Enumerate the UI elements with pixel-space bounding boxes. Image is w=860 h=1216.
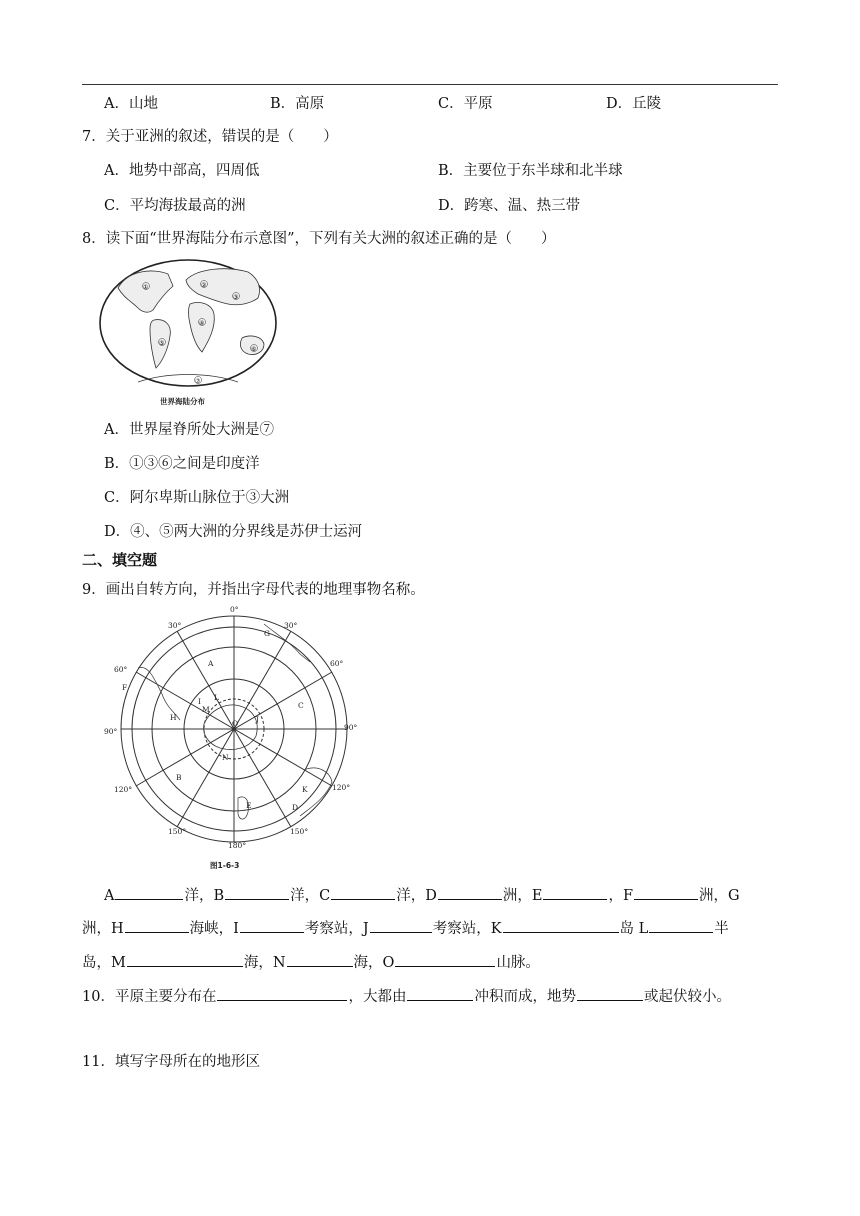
q9-line-1 — [104, 884, 740, 906]
section-2-title: 二、填空题 — [82, 551, 158, 569]
deg-150e: 150° — [290, 827, 309, 836]
q10-text: ，大都由 — [348, 989, 407, 1005]
q9-text: 岛 L — [619, 921, 649, 937]
antarctic-polar-map — [104, 602, 364, 870]
deg-30w: 30° — [168, 621, 182, 630]
blank-c[interactable] — [331, 884, 395, 900]
label-d: D — [292, 803, 299, 812]
map-label-2: ② — [201, 282, 207, 289]
q10-blank-1[interactable] — [217, 985, 347, 1001]
blank-d[interactable] — [438, 884, 502, 900]
q9-text: 海，O — [353, 955, 395, 971]
label-l: L — [214, 693, 219, 702]
q9-line-2 — [82, 917, 729, 939]
map-label-4: ④ — [199, 320, 205, 327]
q7-option-d[interactable]: D．跨寒、温、热三带 — [438, 198, 581, 214]
q9-text: 岛，M — [82, 955, 126, 971]
blank-n[interactable] — [287, 951, 353, 967]
blank-b[interactable] — [225, 884, 289, 900]
deg-90w: 90° — [104, 727, 118, 736]
blank-e[interactable] — [543, 884, 607, 900]
label-b: B — [176, 773, 182, 782]
deg-0: 0° — [230, 605, 239, 614]
header-rule — [82, 84, 778, 85]
q10-blank-3[interactable] — [577, 985, 643, 1001]
blank-h[interactable] — [125, 917, 189, 933]
q9-text: 洋，B — [184, 888, 225, 904]
label-i: I — [198, 697, 201, 706]
q9-text: 山脉。 — [496, 955, 540, 971]
label-h: H — [170, 713, 177, 722]
blank-a[interactable] — [115, 884, 183, 900]
q7-stem: 7．关于亚洲的叙述，错误的是（ ） — [82, 129, 338, 145]
map-label-1: ① — [143, 284, 149, 291]
polar-map-caption: 图1-6-3 — [210, 861, 240, 870]
label-k: K — [302, 785, 308, 794]
deg-90e: 90° — [344, 723, 358, 732]
label-n: N — [222, 753, 229, 762]
world-land-sea-map — [98, 258, 278, 408]
q9-line-3 — [82, 951, 540, 973]
q10-text: 冲积而成，地势 — [474, 989, 576, 1005]
blank-f[interactable] — [634, 884, 698, 900]
q9-text: 考察站，J — [304, 921, 369, 937]
label-e: E — [246, 801, 252, 810]
map-label-3: ③ — [233, 294, 239, 301]
q10-text: 10．平原主要分布在 — [82, 989, 217, 1005]
label-j: J — [256, 715, 260, 724]
deg-30e: 30° — [284, 621, 298, 630]
q9-text: A — [104, 888, 115, 904]
q9-text: 海，N — [243, 955, 286, 971]
q6-option-a[interactable]: A．山地 — [104, 96, 158, 112]
q7-option-c[interactable]: C．平均海拔最高的洲 — [104, 198, 246, 214]
deg-60w: 60° — [114, 665, 128, 674]
q9-text: 洋，C — [290, 888, 331, 904]
blank-j[interactable] — [370, 917, 432, 933]
deg-120w: 120° — [114, 785, 133, 794]
q6-option-d[interactable]: D．丘陵 — [606, 96, 662, 112]
q7-option-b[interactable]: B．主要位于东半球和北半球 — [438, 163, 623, 179]
q11-stem: 11．填写字母所在的地形区 — [82, 1054, 260, 1070]
q9-text: 半 — [714, 921, 729, 937]
blank-k[interactable] — [503, 917, 619, 933]
blank-i[interactable] — [240, 917, 304, 933]
q6-option-c[interactable]: C．平原 — [438, 96, 493, 112]
q8-option-d[interactable]: D．④、⑤两大洲的分界线是苏伊士运河 — [104, 524, 363, 540]
label-a: A — [208, 659, 214, 668]
deg-60e: 60° — [330, 659, 344, 668]
q9-text: 洋，D — [396, 888, 437, 904]
q9-text: ，F — [608, 888, 634, 904]
q7-option-a[interactable]: A．地势中部高，四周低 — [104, 163, 260, 179]
q10-blank-2[interactable] — [407, 985, 473, 1001]
map-caption: 世界海陆分布 — [160, 397, 205, 406]
label-c: C — [298, 701, 304, 710]
q8-option-c[interactable]: C．阿尔卑斯山脉位于③大洲 — [104, 490, 290, 506]
label-m: M — [202, 705, 210, 714]
label-o: O — [232, 719, 239, 728]
map-label-6: ⑥ — [251, 346, 257, 353]
deg-180: 180° — [228, 841, 247, 850]
q6-option-b[interactable]: B．高原 — [270, 96, 325, 112]
q9-stem: 9．画出自转方向，并指出字母代表的地理事物名称。 — [82, 582, 425, 598]
q8-option-b[interactable]: B．①③⑥之间是印度洋 — [104, 456, 260, 472]
deg-150w: 150° — [168, 827, 187, 836]
blank-m[interactable] — [127, 951, 243, 967]
q8-stem: 8．读下面“世界海陆分布示意图”，下列有关大洲的叙述正确的是（ ） — [82, 231, 556, 247]
blank-l[interactable] — [649, 917, 713, 933]
map-label-7: ⑦ — [195, 378, 201, 385]
q10-line — [82, 985, 731, 1007]
label-f: F — [122, 683, 128, 692]
q9-text: 洲，E — [502, 888, 543, 904]
map-label-5: ⑤ — [159, 340, 165, 347]
blank-o[interactable] — [395, 951, 495, 967]
q9-text: 海峡，I — [189, 921, 239, 937]
q9-text: 洲，G — [699, 888, 740, 904]
q9-text: 洲，H — [82, 921, 124, 937]
deg-120e: 120° — [332, 783, 351, 792]
q10-text: 或起伏较小。 — [643, 989, 731, 1005]
q9-text: 考察站，K — [432, 921, 502, 937]
label-g: G — [264, 629, 270, 638]
q8-option-a[interactable]: A．世界屋脊所处大洲是⑦ — [104, 422, 274, 438]
